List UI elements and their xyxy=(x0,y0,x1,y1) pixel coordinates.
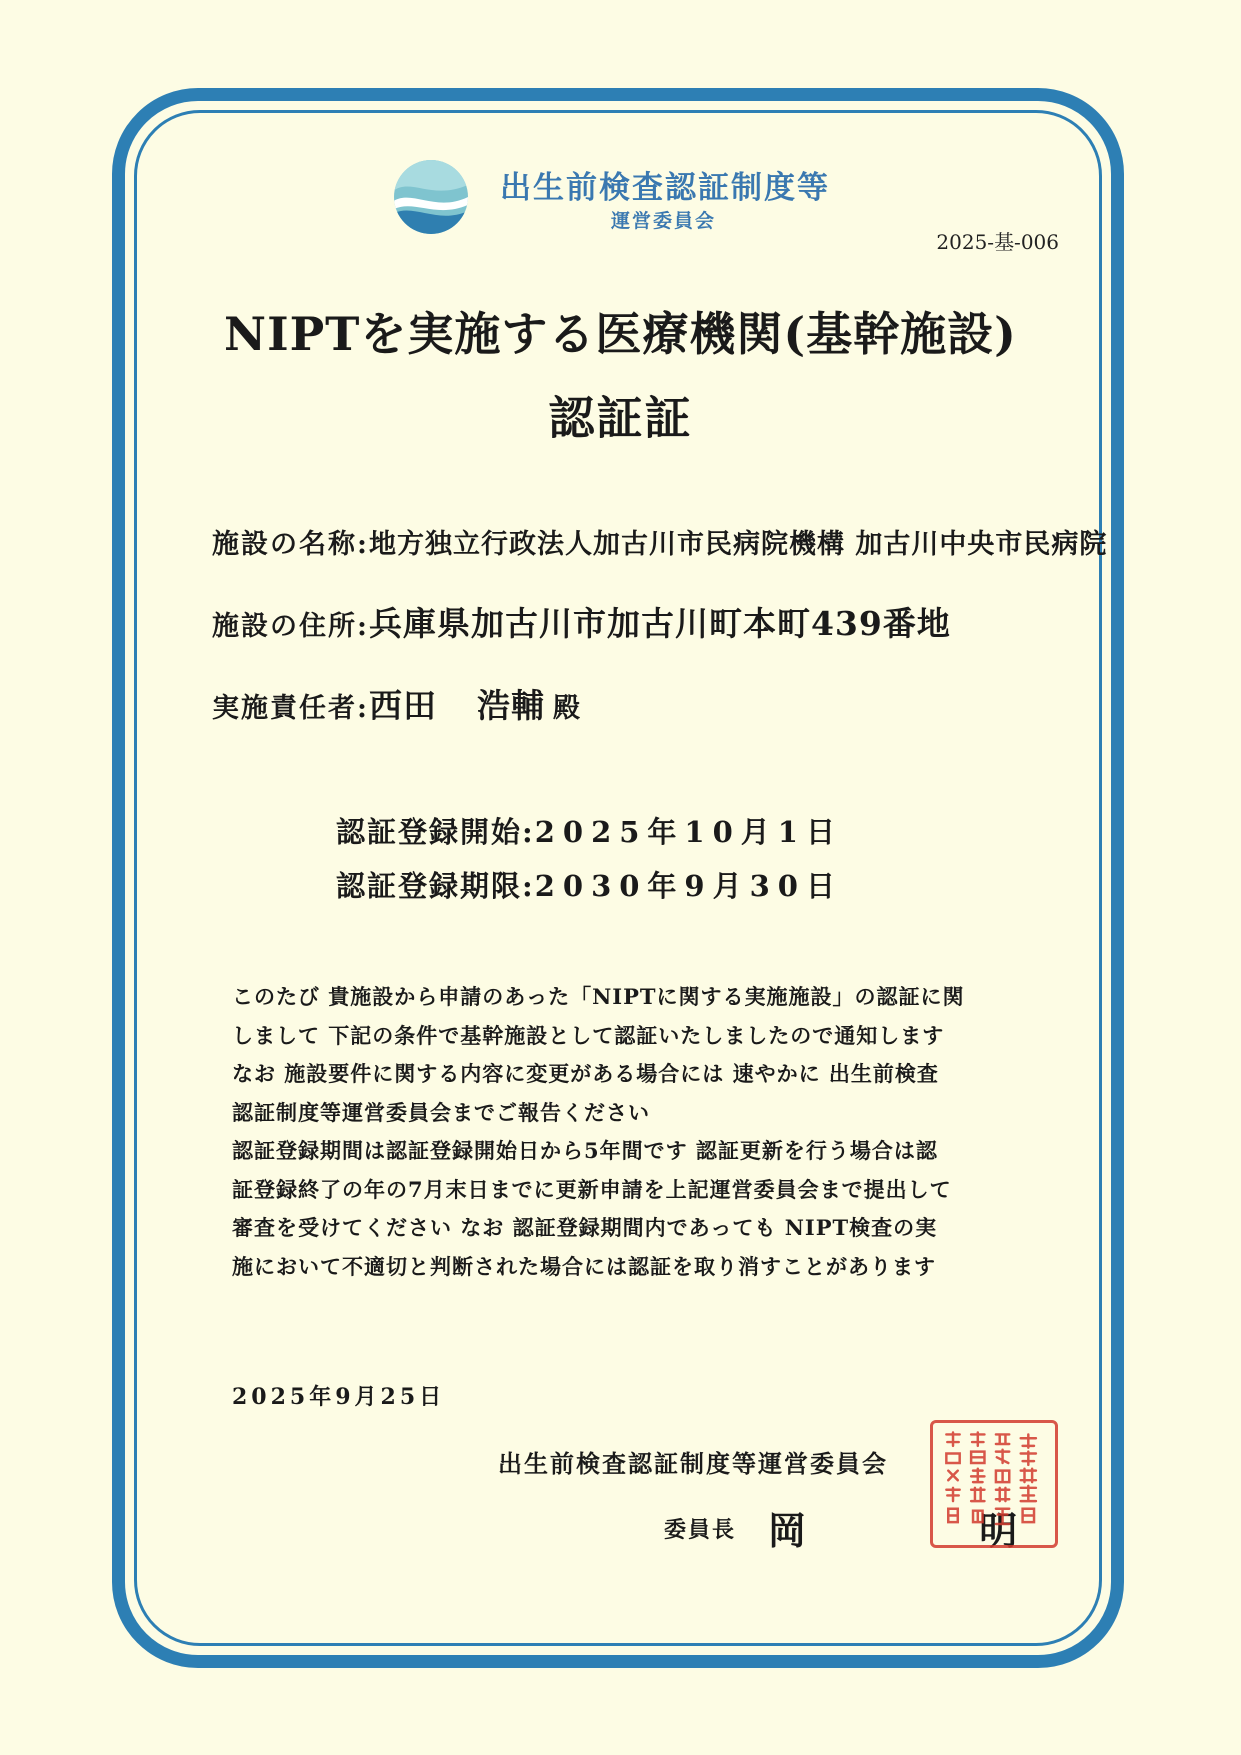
registration-end-value: 2030年9月30日 xyxy=(534,869,843,903)
certificate-title: NIPTを実施する医療機関(基幹施設) xyxy=(224,307,1017,361)
org-subtitle: 運営委員会 xyxy=(611,210,717,232)
facility-name-row xyxy=(212,522,1107,561)
manager-row xyxy=(212,680,580,727)
manager-given-name: 浩輔 xyxy=(476,686,545,725)
chair-title: 委員長 xyxy=(664,1517,737,1543)
org-name: 出生前検査認証制度等 xyxy=(500,170,830,206)
facility-address-value: 兵庫県加古川市加古川町本町439番地 xyxy=(368,604,951,643)
wave-circle-icon xyxy=(392,158,470,236)
registration-end-label: 認証登録期限: xyxy=(336,869,535,903)
issue-date: 2025年9月25日 xyxy=(232,1384,446,1410)
certificate-title-sub: 認証証 xyxy=(548,391,693,445)
official-seal-stamp xyxy=(930,1420,1058,1548)
manager-honorific: 殿 xyxy=(552,693,580,724)
chair-name: 岡 明 xyxy=(768,1508,1098,1553)
facility-address-label: 施設の住所: xyxy=(212,611,369,642)
registration-start-label: 認証登録開始: xyxy=(336,815,535,849)
registration-start-value: 2025年10月1日 xyxy=(534,815,843,849)
registration-end-row xyxy=(336,864,843,905)
manager-label: 実施責任者: xyxy=(212,693,369,724)
notice-line: なお 施設要件に関する内容に変更がある場合には 速やかに 出生前検査 xyxy=(232,1061,939,1086)
notice-line: 施において不適切と判断された場合には認証を取り消すことがあります xyxy=(232,1253,936,1279)
notice-line: 証登録終了の年の7月末日までに更新申請を上記運営委員会まで提出して xyxy=(232,1176,952,1202)
notice-body xyxy=(232,978,1032,1286)
manager-surname: 西田 xyxy=(368,686,437,725)
notice-line: このたび 貴施設から申請のあった「NIPTに関する実施施設」の認証に関 xyxy=(232,984,965,1009)
facility-name-label: 施設の名称: xyxy=(212,529,369,560)
facility-name-value: 地方独立行政法人加古川市民病院機構 加古川中央市民病院 xyxy=(368,529,1108,560)
notice-line: 審査を受けてください なお 認証登録期間内であっても NIPT検査の実 xyxy=(232,1215,938,1240)
facility-address-row xyxy=(212,598,951,645)
registration-start-row xyxy=(336,810,843,851)
notice-line: 認証制度等運営委員会までご報告ください xyxy=(232,1099,650,1125)
issuer-organization: 出生前検査認証制度等運営委員会 xyxy=(498,1449,888,1478)
notice-line: しまして 下記の条件で基幹施設として認証いたしましたので通知します xyxy=(232,1022,945,1048)
certificate-number: 2025-基-006 xyxy=(936,230,1059,254)
notice-line: 認証登録期間は認証登録開始日から5年間です 認証更新を行う場合は認 xyxy=(232,1138,938,1163)
